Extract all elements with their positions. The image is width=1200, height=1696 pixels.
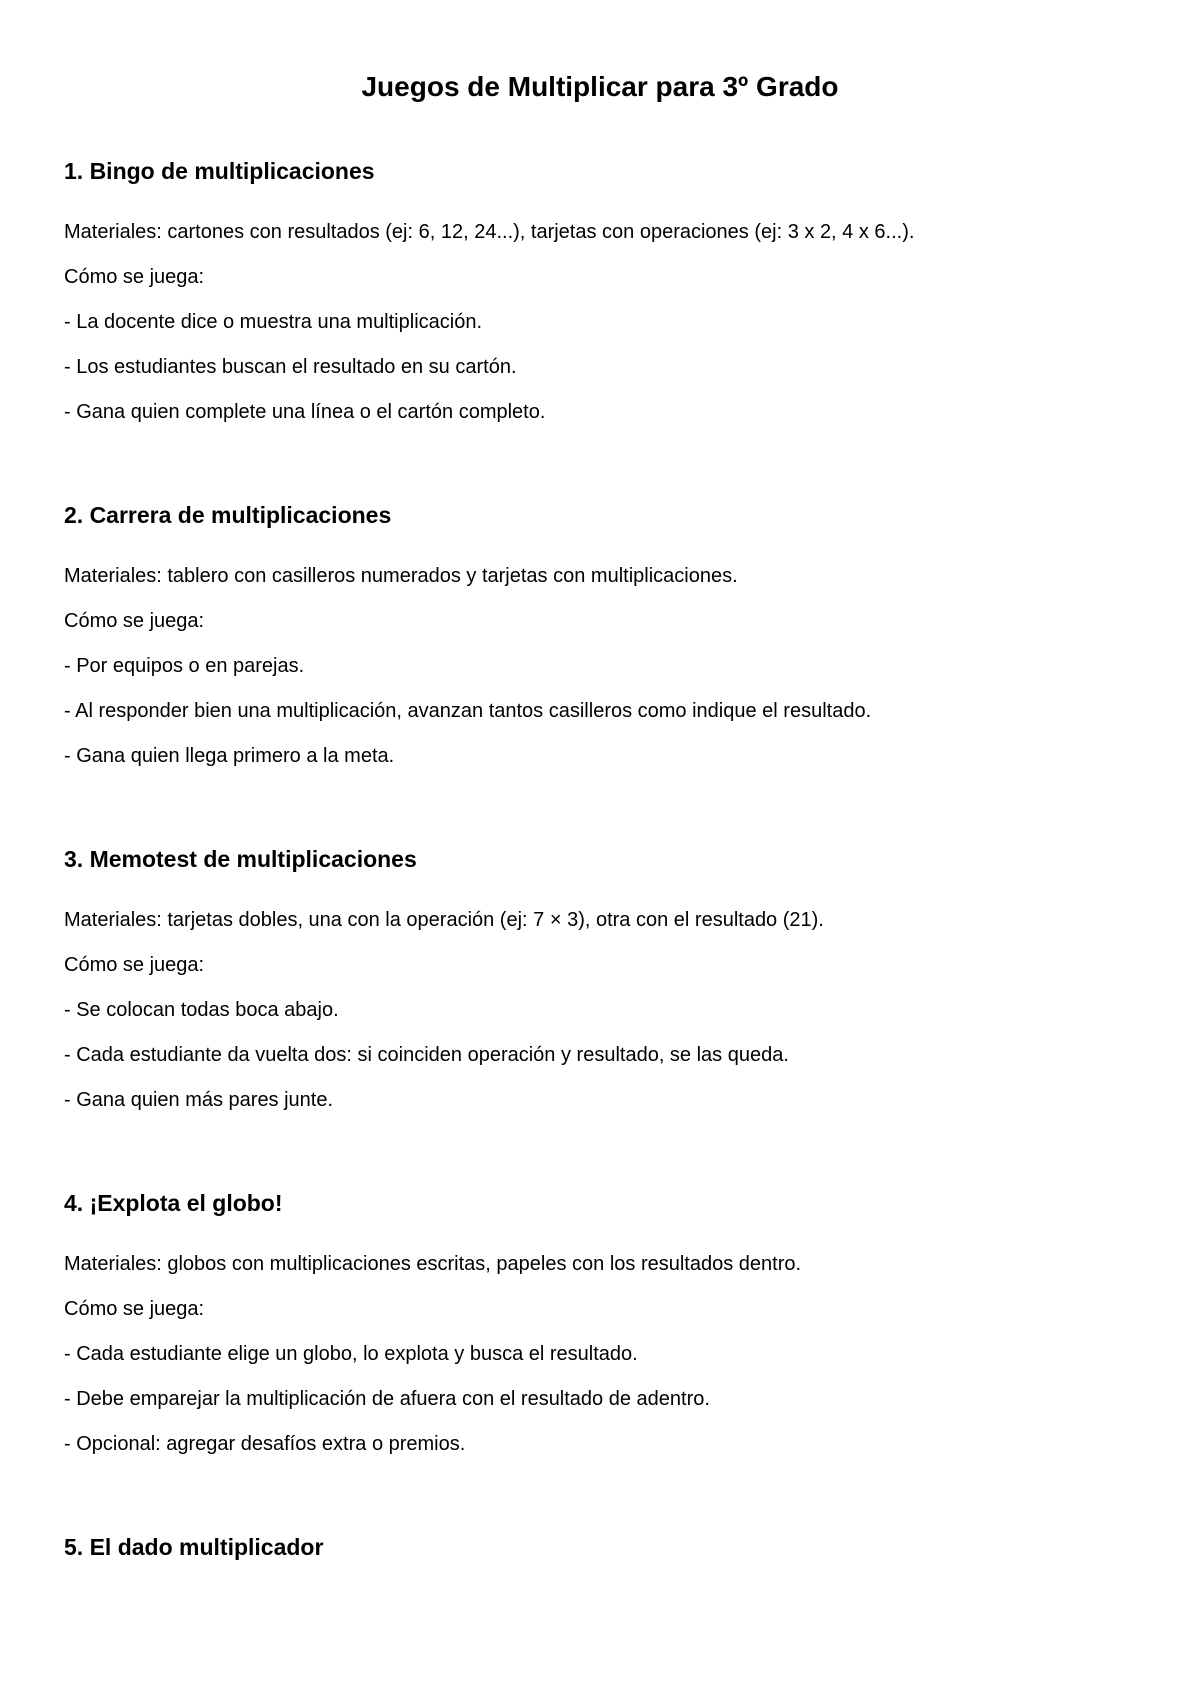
step-item: - Opcional: agregar desafíos extra o premios.	[64, 1433, 466, 1455]
step-item: - Cada estudiante elige un globo, lo explota y busca el resultado.	[64, 1343, 638, 1365]
how-to-play-label: Cómo se juega:	[64, 954, 205, 976]
how-to-play-label: Cómo se juega:	[64, 610, 205, 632]
step-item: - Debe emparejar la multiplicación de afuera con el resultado de adentro.	[64, 1388, 710, 1410]
materials-text: Materiales: tarjetas dobles, una con la operación (ej: 7 × 3), otra con el resultado (21).	[64, 909, 824, 931]
materials-text: Materiales: cartones con resultados (ej: 6, 12, 24...), tarjetas con operaciones (ej: 3 x 2, 4 x 6...).	[64, 221, 915, 243]
step-item: - Gana quien más pares junte.	[64, 1089, 334, 1111]
section-bingo	[64, 157, 1144, 426]
step-item: - Cada estudiante da vuelta dos: si coinciden operación y resultado, se las queda.	[64, 1044, 789, 1066]
document-title: Juegos de Multiplicar para 3º Grado	[361, 71, 839, 102]
step-item: - Los estudiantes buscan el resultado en su cartón.	[64, 356, 517, 378]
step-item: - Al responder bien una multiplicación, avanzan tantos casilleros como indique el resultado.	[64, 700, 872, 722]
section-heading: 1. Bingo de multiplicaciones	[64, 158, 375, 184]
section-globo	[64, 1189, 1144, 1458]
section-heading: 4. ¡Explota el globo!	[64, 1190, 283, 1216]
step-item: - Se colocan todas boca abajo.	[64, 999, 339, 1021]
section-heading: 3. Memotest de multiplicaciones	[64, 846, 417, 872]
step-item: - Por equipos o en parejas.	[64, 655, 305, 677]
step-item: - Gana quien complete una línea o el cartón completo.	[64, 401, 546, 423]
section-heading: 2. Carrera de multiplicaciones	[64, 502, 392, 528]
section-dado	[64, 1533, 1144, 1561]
step-item: - Gana quien llega primero a la meta.	[64, 745, 395, 767]
materials-text: Materiales: tablero con casilleros numerados y tarjetas con multiplicaciones.	[64, 565, 738, 587]
how-to-play-label: Cómo se juega:	[64, 266, 205, 288]
step-item: - La docente dice o muestra una multiplicación.	[64, 311, 483, 333]
section-memotest	[64, 845, 1144, 1114]
materials-text: Materiales: globos con multiplicaciones escritas, papeles con los resultados dentro.	[64, 1253, 802, 1275]
how-to-play-label: Cómo se juega:	[64, 1298, 205, 1320]
section-heading: 5. El dado multiplicador	[64, 1534, 324, 1560]
section-carrera	[64, 501, 1144, 770]
